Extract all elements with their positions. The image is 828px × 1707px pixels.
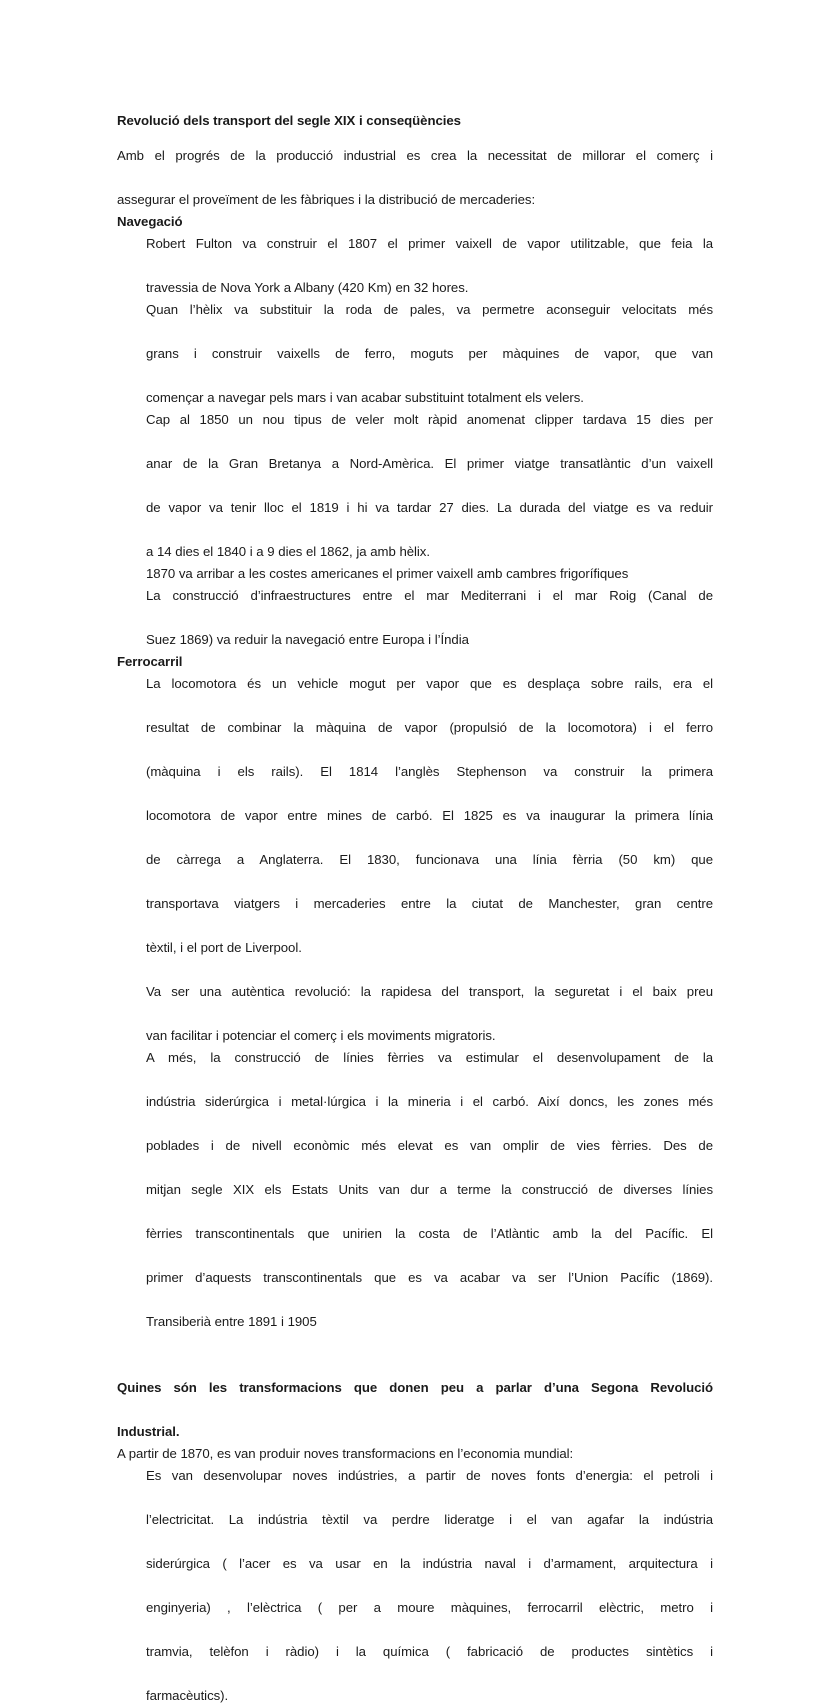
navegacio-paragraph (146, 299, 713, 409)
text-line: siderúrgica ( l’acer es va usar en la indústria naval i d’armament, arquitectura i (146, 1556, 713, 1571)
text-line: Cap al 1850 un nou tipus de veler molt ràpid anomenat clipper tardava 15 dies per (146, 412, 713, 427)
ferrocarril-paragraph (146, 981, 713, 1047)
ferrocarril-paragraph (146, 1047, 713, 1333)
text-line: Transiberià entre 1891 i 1905 (146, 1314, 317, 1329)
text-line: Quan l’hèlix va substituir la roda de pales, va permetre aconseguir velocitats més (146, 302, 713, 317)
heading-line: Quines són les transformacions que donen peu a parlar d’una Segona Revolució (117, 1380, 713, 1395)
ferrocarril-paragraph (146, 673, 713, 959)
section-2-intro (117, 1443, 713, 1465)
text-line: Es van desenvolupar noves indústries, a partir de noves fonts d’energia: el petroli i (146, 1468, 713, 1483)
text-line: indústria siderúrgica i metal·lúrgica i la mineria i el carbó. Així doncs, les zones més (146, 1094, 713, 1109)
text-line: començar a navegar pels mars i van acabar substituint totalment els velers. (146, 390, 584, 405)
text-line: La locomotora és un vehicle mogut per vapor que es desplaça sobre rails, era el (146, 676, 713, 691)
section-2-body (146, 1465, 713, 1707)
text-line: 1870 va arribar a les costes americanes el primer vaixell amb cambres frigorífiques (146, 566, 629, 581)
navegacio-paragraph (146, 409, 713, 563)
intro-line-1: Amb el progrés de la producció industrial es crea la necessitat de millorar el comerç i (117, 148, 713, 163)
text-line: enginyeria) , l’elèctrica ( per a moure màquines, ferrocarril elèctric, metro i (146, 1600, 713, 1615)
navegacio-paragraph (146, 233, 713, 299)
text-line: (màquina i els rails). El 1814 l’anglès Stephenson va construir la primera (146, 764, 713, 779)
intro-line-2: assegurar el proveïment de les fàbriques i la distribució de mercaderies: (117, 192, 536, 207)
navegacio-paragraph (146, 563, 713, 585)
text-line: travessia de Nova York a Albany (420 Km) en 32 hores. (146, 280, 469, 295)
text-line: anar de la Gran Bretanya a Nord-Amèrica. El primer viatge transatlàntic d’un vaixell (146, 456, 713, 471)
section-2-heading (117, 1377, 713, 1443)
text-line: Robert Fulton va construir el 1807 el primer vaixell de vapor utilitzable, que feia la (146, 236, 713, 251)
text-line: de vapor va tenir lloc el 1819 i hi va tardar 27 dies. La durada del viatge es va reduir (146, 500, 713, 515)
text-line: tramvia, telèfon i ràdio) i la química ( fabricació de productes sintètics i (146, 1644, 713, 1659)
text-line: locomotora de vapor entre mines de carbó. El 1825 es va inaugurar la primera línia (146, 808, 713, 823)
subheading-navegacio: Navegació (117, 214, 183, 229)
navegacio-paragraph (146, 585, 713, 651)
document-content (117, 110, 713, 1707)
text-line: mitjan segle XIX els Estats Units van dur a terme la construcció de diverses línies (146, 1182, 713, 1197)
heading-line: Industrial. (117, 1424, 180, 1439)
text-line: transportava viatgers i mercaderies entre la ciutat de Manchester, gran centre (146, 896, 713, 911)
text-line: tèxtil, i el port de Liverpool. (146, 940, 302, 955)
spacer (117, 1333, 713, 1377)
section-1-intro (117, 145, 713, 211)
text-line: Va ser una autèntica revolució: la rapidesa del transport, la seguretat i el baix preu (146, 984, 713, 999)
text-line: Suez 1869) va reduir la navegació entre Europa i l’Índia (146, 632, 469, 647)
text-line: farmacèutics). (146, 1688, 229, 1703)
spacer (117, 959, 713, 981)
spacer (117, 132, 713, 145)
text-line: resultat de combinar la màquina de vapor (propulsió de la locomotora) i el ferro (146, 720, 713, 735)
text-line: grans i construir vaixells de ferro, moguts per màquines de vapor, que van (146, 346, 713, 361)
section-1-heading: Revolució dels transport del segle XIX i conseqüències (117, 113, 461, 128)
text-line: fèrries transcontinentals que unirien la costa de l’Atlàntic amb la del Pacífic. El (146, 1226, 713, 1241)
text-line: l’electricitat. La indústria tèxtil va perdre lideratge i el van agafar la indústria (146, 1512, 713, 1527)
text-line: van facilitar i potenciar el comerç i els moviments migratoris. (146, 1028, 496, 1043)
text-line: poblades i de nivell econòmic més elevat es van omplir de vies fèrries. Des de (146, 1138, 713, 1153)
subheading-ferrocarril: Ferrocarril (117, 654, 183, 669)
text-line: primer d’aquests transcontinentals que es va acabar va ser l’Union Pacífic (1869). (146, 1270, 713, 1285)
text-line: A partir de 1870, es van produir noves transformacions en l’economia mundial: (117, 1446, 574, 1461)
text-line: La construcció d’infraestructures entre el mar Mediterrani i el mar Roig (Canal de (146, 588, 713, 603)
text-line: A més, la construcció de línies fèrries va estimular el desenvolupament de la (146, 1050, 713, 1065)
text-line: de càrrega a Anglaterra. El 1830, funcionava una línia fèrria (50 km) que (146, 852, 713, 867)
text-line: a 14 dies el 1840 i a 9 dies el 1862, ja amb hèlix. (146, 544, 430, 559)
